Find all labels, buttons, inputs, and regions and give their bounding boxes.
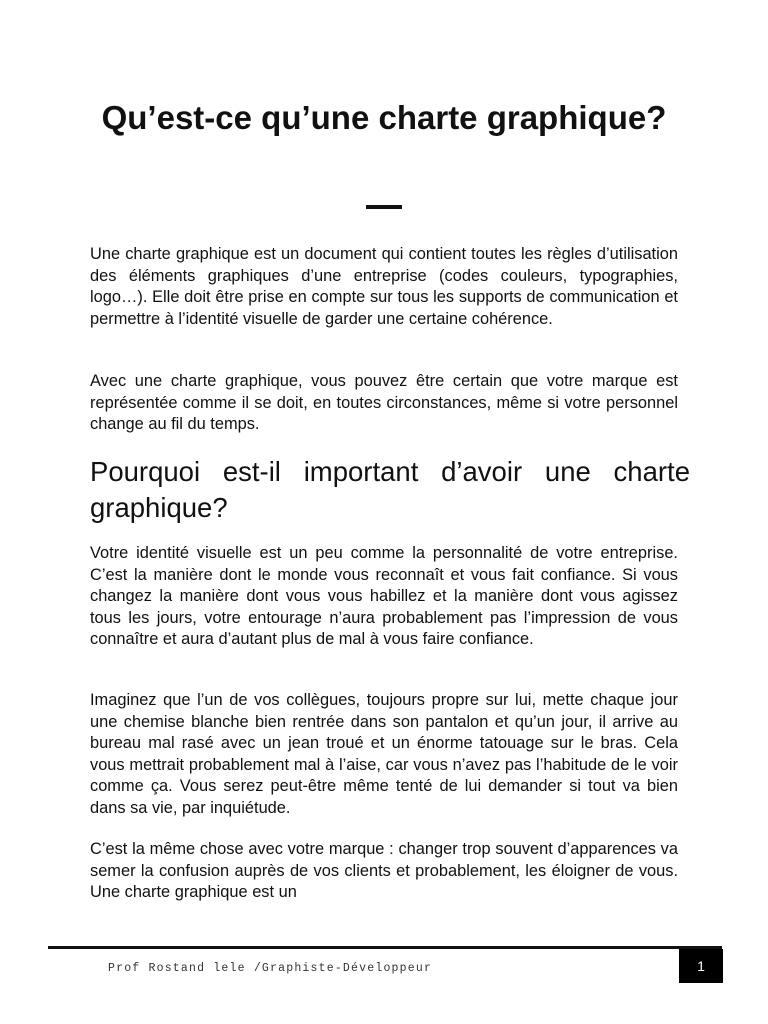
intro-paragraph-1: Une charte graphique est un document qui contient toutes les règles d’utilisation des éléments graphiques d’une entreprise (codes couleurs, typographies, logo…). Elle doit être prise en compte sur tous les supports de communication et permettre à l’identité visuelle de garder une certaine cohérence.	[90, 245, 678, 328]
intro-paragraph-2: Avec une charte graphique, vous pouvez être certain que votre marque est représentée comme il se doit, en toutes circonstances, même si votre personnel change au fil du temps.	[90, 372, 678, 433]
title-dash-divider	[366, 205, 402, 209]
section-paragraph-2: Imaginez que l’un de vos collègues, toujours propre sur lui, mette chaque jour une chemise blanche bien rentrée dans son pantalon et qu’un jour, il arrive au bureau mal rasé avec un jean troué et un énorme tatouage sur le bras. Cela vous mettrait probablement mal à l’aise, car vous n’avez pas l’habitude de le voir comme ça. Vous serez peut-être même tenté de lui demander si tout va bien dans sa vie, par inquiétude.	[90, 691, 678, 817]
footer-author: Prof Rostand lele /Graphiste-Développeur	[108, 962, 433, 975]
footer-rule	[48, 946, 722, 949]
page-number: 1	[679, 949, 723, 983]
section-heading: Pourquoi est-il important d’avoir une charte graphique?	[90, 456, 690, 523]
section-paragraph-3: C’est la même chose avec votre marque : changer trop souvent d’apparences va semer la confusion auprès de vos clients et probablement, les éloigner de vous. Une charte graphique est un	[90, 840, 678, 901]
page-title: Qu’est-ce qu’une charte graphique?	[101, 99, 667, 136]
section-paragraph-1: Votre identité visuelle est un peu comme la personnalité de votre entreprise. C’est la manière dont le monde vous reconnaît et vous fait confiance. Si vous changez la manière dont vous vous habillez et la manière dont vous agissez tous les jours, votre entourage n’aura probablement pas l’impression de vous connaître et aura d’autant plus de mal à vous faire confiance.	[90, 544, 678, 648]
